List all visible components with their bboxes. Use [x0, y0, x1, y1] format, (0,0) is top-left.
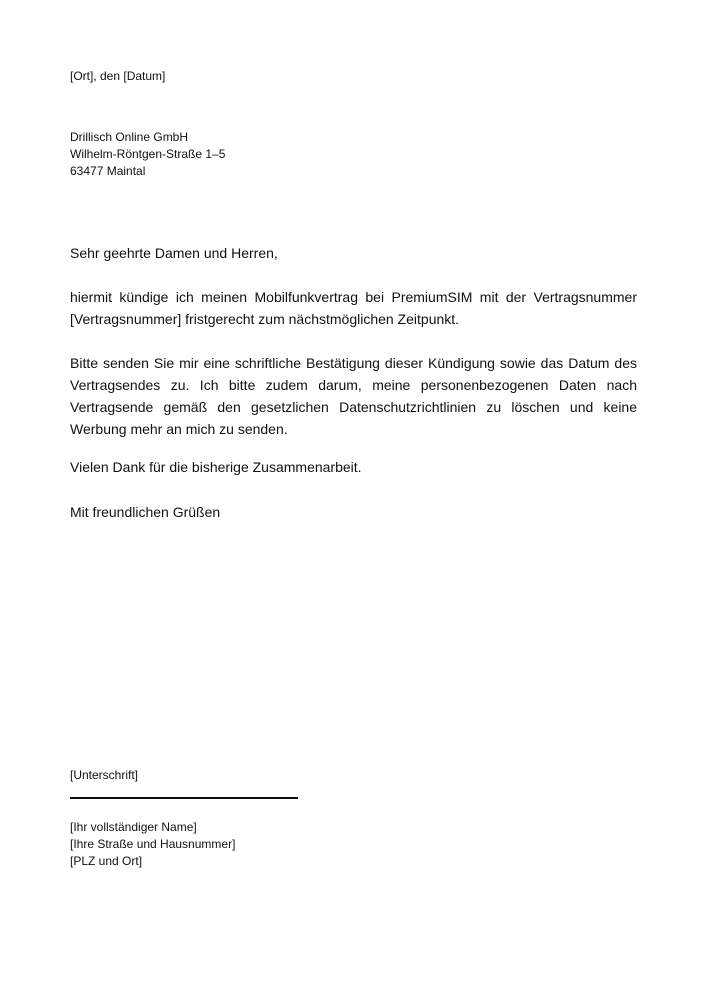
recipient-name: Drillisch Online GmbH — [70, 130, 189, 144]
recipient-street: Wilhelm-Röntgen-Straße 1–5 — [70, 147, 226, 161]
signature-rule — [70, 797, 298, 799]
body-paragraph-cancellation: hiermit kündige ich meinen Mobilfunkvertrag bei PremiumSIM mit der Vertragsnummer [Vertragsnummer] fristgerecht zum nächstmöglichen Zeitpunkt. — [70, 289, 637, 327]
signature-placeholder: [Unterschrift] — [70, 768, 139, 782]
closing-line: Mit freundlichen Grüßen — [70, 504, 221, 520]
thanks-line: Vielen Dank für die bisherige Zusammenarbeit. — [70, 459, 362, 475]
date-placeholder-line: [Ort], den [Datum] — [70, 69, 166, 83]
recipient-city: 63477 Maintal — [70, 164, 146, 178]
body-paragraph-confirmation-request: Bitte senden Sie mir eine schriftliche Bestätigung dieser Kündigung sowie das Datum des Vertragsendes zu. Ich bitte zudem darum, meine personenbezogenen Daten nach Vertragsende gemäß den gesetzlichen Datenschutzrichtlinien zu löschen und keine Werbung mehr an mich zu senden. — [70, 355, 637, 437]
recipient-address-block — [70, 129, 637, 180]
sender-name-placeholder: [Ihr vollständiger Name] — [70, 820, 197, 834]
sender-street-placeholder: [Ihre Straße und Hausnummer] — [70, 837, 236, 851]
sender-address-block — [70, 819, 637, 870]
salutation: Sehr geehrte Damen und Herren, — [70, 245, 278, 261]
sender-city-placeholder: [PLZ und Ort] — [70, 854, 143, 868]
